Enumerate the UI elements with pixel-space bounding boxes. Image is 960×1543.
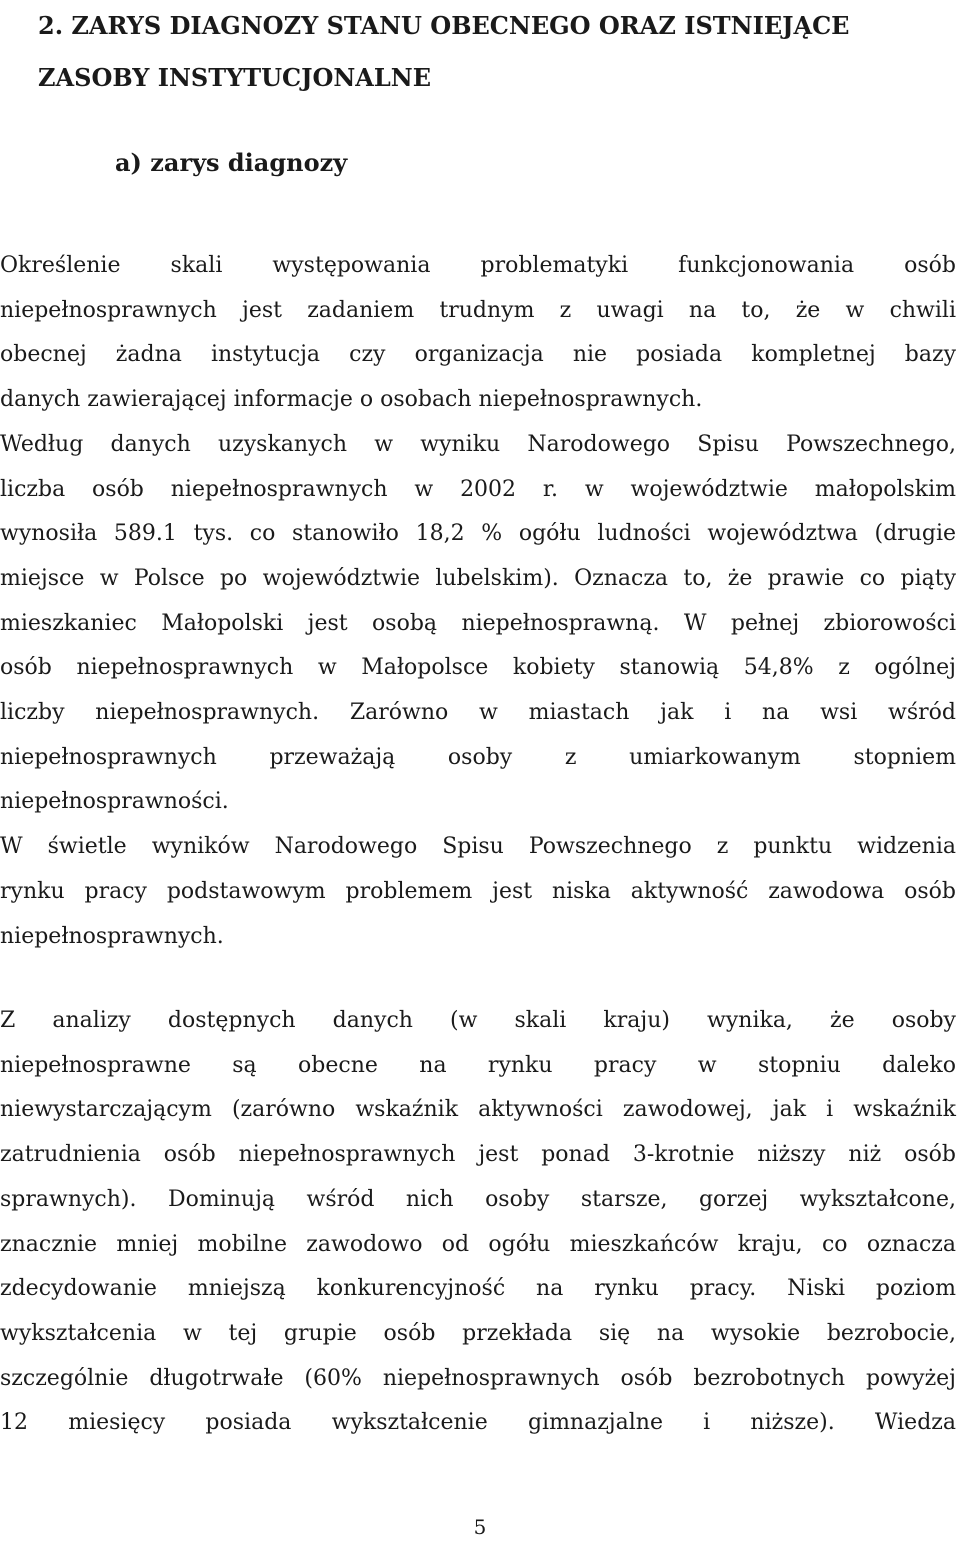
text-line: niepełnosprawnych jest zadaniem trudnym z uwagi na to, że w chwili	[0, 297, 956, 323]
text-line: niepełnosprawności.	[0, 789, 229, 815]
section-heading-line-1: 2. ZARYS DIAGNOZY STANU OBECNEGO ORAZ ISTNIEJĄCE	[38, 11, 850, 40]
text-line: Określenie skali występowania problematyki funkcjonowania osób	[0, 253, 956, 278]
text-line: Z analizy dostępnych danych (w skali kraju) wynika, że osoby	[0, 1008, 956, 1033]
text-line: sprawnych). Dominują wśród nich osoby starsze, gorzej wykształcone,	[0, 1186, 956, 1212]
text-line: niewystarczającym (zarówno wskaźnik aktywności zawodowej, jak i wskaźnik	[0, 1097, 956, 1123]
text-line: danych zawierającej informacje o osobach niepełnosprawnych.	[0, 387, 703, 413]
text-line: znacznie mniej mobilne zawodowo od ogółu mieszkańców kraju, co oznacza	[0, 1231, 956, 1257]
text-line: szczególnie długotrwałe (60% niepełnosprawnych osób bezrobotnych powyżej	[0, 1365, 956, 1391]
subsection-heading: a) zarys diagnozy	[115, 148, 348, 177]
text-line: rynku pracy podstawowym problemem jest niska aktywność zawodowa osób	[0, 878, 956, 904]
paragraph-labor-market	[0, 999, 956, 1446]
text-line: liczby niepełnosprawnych. Zarówno w miastach jak i na wsi wśród	[0, 700, 956, 726]
paragraph-diagnosis	[0, 244, 956, 959]
text-line: 12 miesięcy posiada wykształcenie gimnazjalne i niższe). Wiedza	[0, 1410, 956, 1436]
text-line: osób niepełnosprawnych w Małopolsce kobiety stanowią 54,8% z ogólnej	[0, 655, 956, 681]
text-line: obecnej żadna instytucja czy organizacja nie posiada kompletnej bazy	[0, 342, 956, 368]
section-heading-line-2: ZASOBY INSTYTUCJONALNE	[38, 63, 432, 92]
text-line: wykształcenia w tej grupie osób przekłada się na wysokie bezrobocie,	[0, 1320, 956, 1346]
text-line: miejsce w Polsce po województwie lubelskim). Oznacza to, że prawie co piąty	[0, 565, 956, 591]
text-line: zatrudnienia osób niepełnosprawnych jest ponad 3-krotnie niższy niż osób	[0, 1142, 956, 1168]
text-line: niepełnosprawnych.	[0, 923, 224, 949]
page-number: 5	[473, 1515, 487, 1539]
text-line: wynosiła 589.1 tys. co stanowiło 18,2 % ogółu ludności województwa (drugie	[0, 521, 956, 547]
text-line: mieszkaniec Małopolski jest osobą niepełnosprawną. W pełnej zbiorowości	[0, 610, 956, 636]
text-line: Według danych uzyskanych w wyniku Narodowego Spisu Powszechnego,	[0, 431, 956, 457]
text-line: niepełnosprawnych przeważają osoby z umiarkowanym stopniem	[0, 744, 956, 770]
text-line: niepełnosprawne są obecne na rynku pracy w stopniu daleko	[0, 1052, 956, 1078]
text-line: zdecydowanie mniejszą konkurencyjność na rynku pracy. Niski poziom	[0, 1276, 956, 1302]
text-line: W świetle wyników Narodowego Spisu Powszechnego z punktu widzenia	[0, 834, 956, 860]
text-line: liczba osób niepełnosprawnych w 2002 r. w województwie małopolskim	[0, 476, 956, 502]
section-heading	[38, 0, 953, 104]
